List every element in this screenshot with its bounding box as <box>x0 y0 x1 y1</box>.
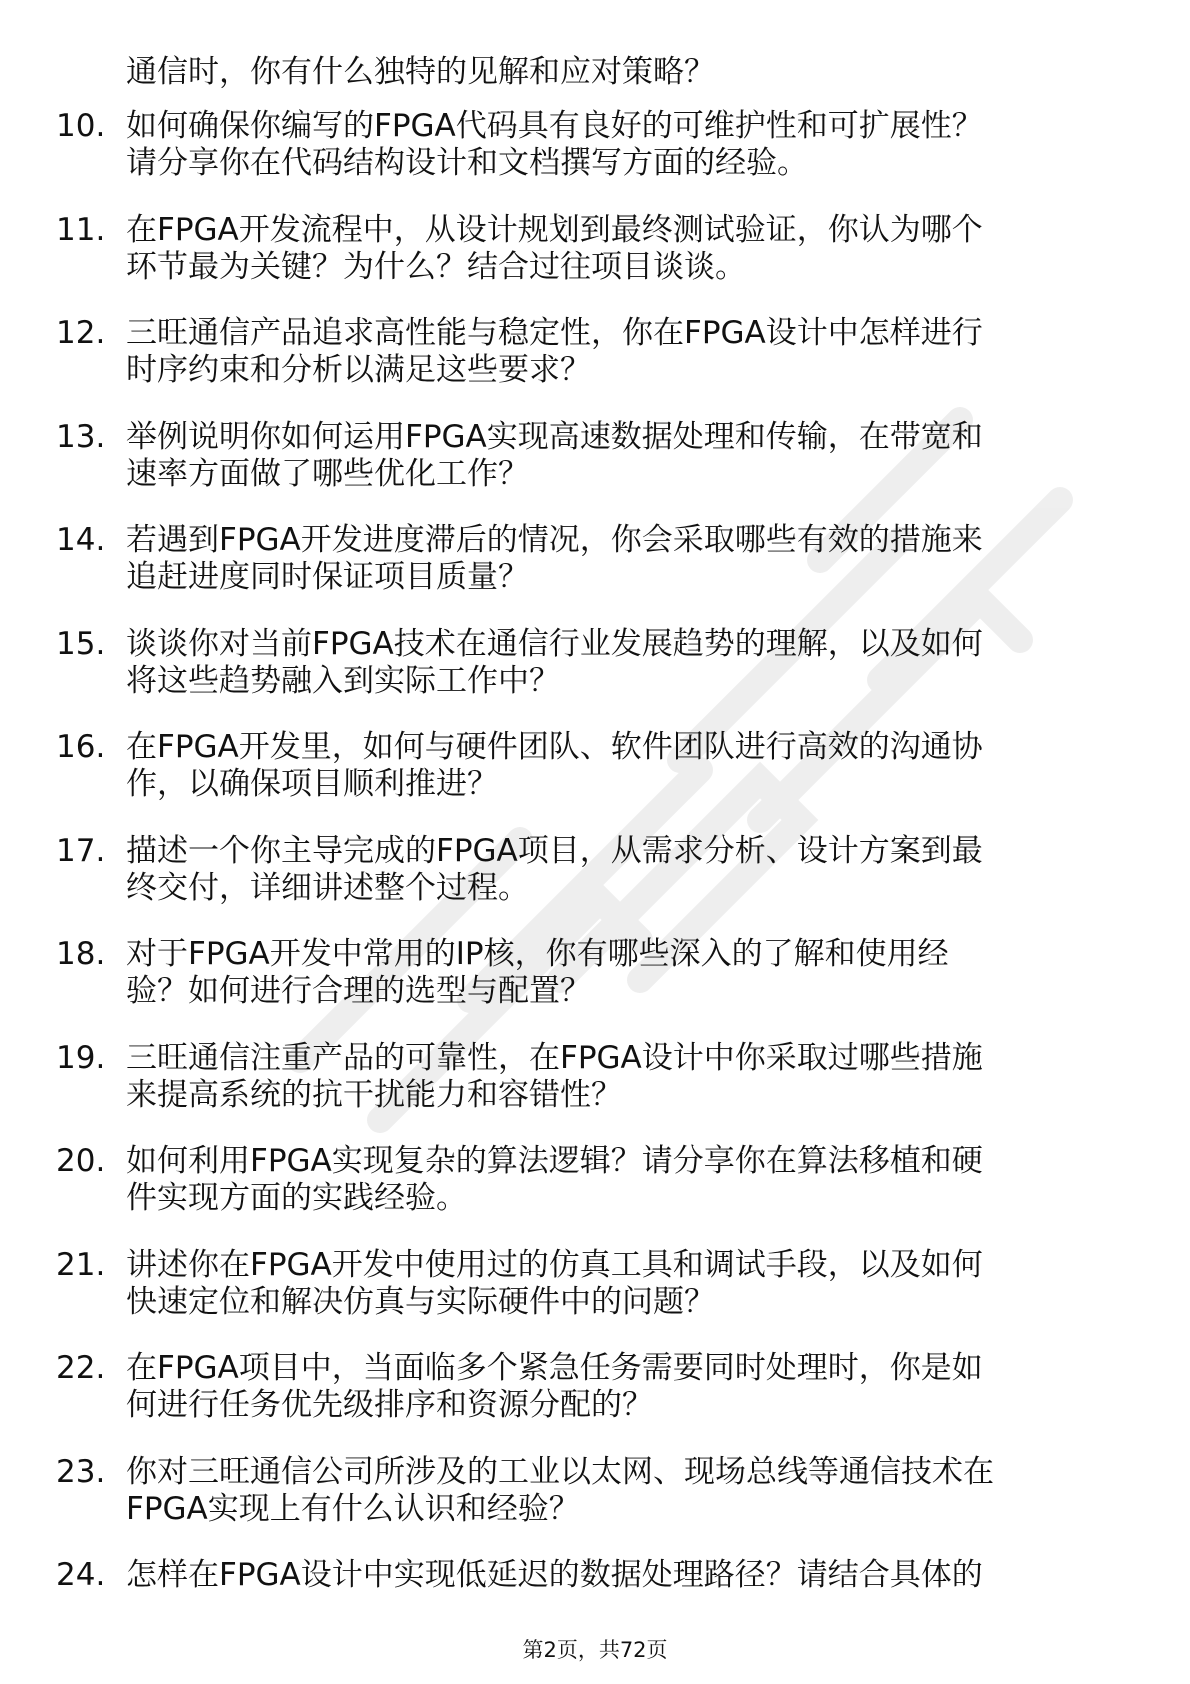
question-item <box>0 315 1190 387</box>
question-text-line: 举例说明你如何运用FPGA实现高速数据处理和传输，在带宽和 <box>126 418 983 455</box>
question-text-line: 何进行任务优先级排序和资源分配的？ <box>126 1387 653 1423</box>
question-text-line: 讲述你在FPGA开发中使用过的仿真工具和调试手段，以及如何 <box>126 1246 983 1283</box>
question-list <box>0 108 1190 1661</box>
question-text-line: 对于FPGA开发中常用的IP核，你有哪些深入的了解和使用经 <box>126 936 949 972</box>
question-number: 11. <box>56 211 106 248</box>
question-text <box>126 108 1126 182</box>
question-number: 21. <box>56 1246 106 1283</box>
question-item <box>0 626 1190 698</box>
question-text-line: 速率方面做了哪些优化工作？ <box>126 455 529 492</box>
question-number: 12. <box>56 315 106 351</box>
question-number: 22. <box>56 1350 106 1386</box>
question-text-line: 时序约束和分析以满足这些要求？ <box>126 352 591 388</box>
page-number-footer: 第2页，共72页 <box>522 1638 668 1662</box>
question-item <box>0 1143 1190 1215</box>
question-text <box>126 729 1126 803</box>
question-number: 20. <box>56 1143 106 1179</box>
question-text-line: 三旺通信产品追求高性能与稳定性，你在FPGA设计中怎样进行 <box>126 315 983 351</box>
question-number: 14. <box>56 522 106 558</box>
question-text <box>126 315 1126 389</box>
question-item <box>0 522 1190 594</box>
question-text-line: 环节最为关键？为什么？结合过往项目谈谈。 <box>126 248 746 285</box>
question-item <box>0 936 1190 1008</box>
question-text-line: 在FPGA开发流程中，从设计规划到最终测试验证，你认为哪个 <box>126 211 983 248</box>
question-text-line: 快速定位和解决仿真与实际硬件中的问题？ <box>126 1283 715 1320</box>
question-item <box>0 729 1190 801</box>
question-number: 19. <box>56 1039 106 1076</box>
question-number: 15. <box>56 625 106 662</box>
question-text-line: 若遇到FPGA开发进度滞后的情况，你会采取哪些有效的措施来 <box>126 522 983 558</box>
question-text-line: 验？如何进行合理的选型与配置？ <box>126 973 591 1009</box>
question-text <box>126 212 1126 286</box>
question-item <box>0 419 1190 491</box>
question-text-line: 如何确保你编写的FPGA代码具有良好的可维护性和可扩展性？ <box>126 108 983 144</box>
question-text <box>126 626 1126 700</box>
question-text <box>126 1350 1126 1424</box>
question-text-line: FPGA实现上有什么认识和经验？ <box>126 1490 580 1527</box>
question-text <box>126 522 1126 596</box>
question-number: 23. <box>56 1453 106 1490</box>
question-text <box>126 833 1126 907</box>
question-text-line: 在FPGA开发里，如何与硬件团队、软件团队进行高效的沟通协 <box>126 729 983 765</box>
question-item <box>0 1454 1190 1526</box>
question-number: 24. <box>56 1557 106 1593</box>
question-text <box>126 1247 1126 1321</box>
question-text-line: 将这些趋势融入到实际工作中？ <box>126 662 560 699</box>
question-text-line: 追赶进度同时保证项目质量？ <box>126 559 529 595</box>
question-text <box>126 1040 1126 1114</box>
question-item <box>0 108 1190 180</box>
question-text <box>126 1143 1126 1217</box>
question-text-line: 你对三旺通信公司所涉及的工业以太网、现场总线等通信技术在 <box>126 1453 994 1490</box>
question-text-line: 如何利用FPGA实现复杂的算法逻辑？请分享你在算法移植和硬 <box>126 1143 983 1179</box>
question-text-line: 终交付，详细讲述整个过程。 <box>126 869 529 906</box>
question-text <box>126 936 1126 1010</box>
question-text-line: 谈谈你对当前FPGA技术在通信行业发展趋势的理解，以及如何 <box>126 625 983 662</box>
question-item <box>0 1040 1190 1112</box>
question-text-line: 件实现方面的实践经验。 <box>126 1180 467 1216</box>
continued-question-text: 通信时，你有什么独特的见解和应对策略？ <box>126 54 715 90</box>
question-text-line: 三旺通信注重产品的可靠性，在FPGA设计中你采取过哪些措施 <box>126 1039 983 1076</box>
question-item <box>0 1350 1190 1422</box>
question-item <box>0 212 1190 284</box>
question-item <box>0 1557 1190 1629</box>
question-number: 13. <box>56 418 106 455</box>
question-item <box>0 833 1190 905</box>
question-text <box>126 419 1126 493</box>
question-text-line: 来提高系统的抗干扰能力和容错性？ <box>126 1076 622 1113</box>
question-item <box>0 1247 1190 1319</box>
question-text-line: 描述一个你主导完成的FPGA项目，从需求分析、设计方案到最 <box>126 832 983 869</box>
question-number: 17. <box>56 832 106 869</box>
question-number: 10. <box>56 108 106 144</box>
question-text <box>126 1454 1126 1528</box>
question-text-line: 请分享你在代码结构设计和文档撰写方面的经验。 <box>126 145 808 181</box>
question-text-line: 在FPGA项目中，当面临多个紧急任务需要同时处理时，你是如 <box>126 1350 983 1386</box>
question-number: 18. <box>56 936 106 972</box>
question-text-line: 作，以确保项目顺利推进？ <box>126 766 498 802</box>
question-number: 16. <box>56 729 106 765</box>
question-text <box>126 1557 1126 1594</box>
question-text-line: 怎样在FPGA设计中实现低延迟的数据处理路径？请结合具体的 <box>126 1557 983 1593</box>
